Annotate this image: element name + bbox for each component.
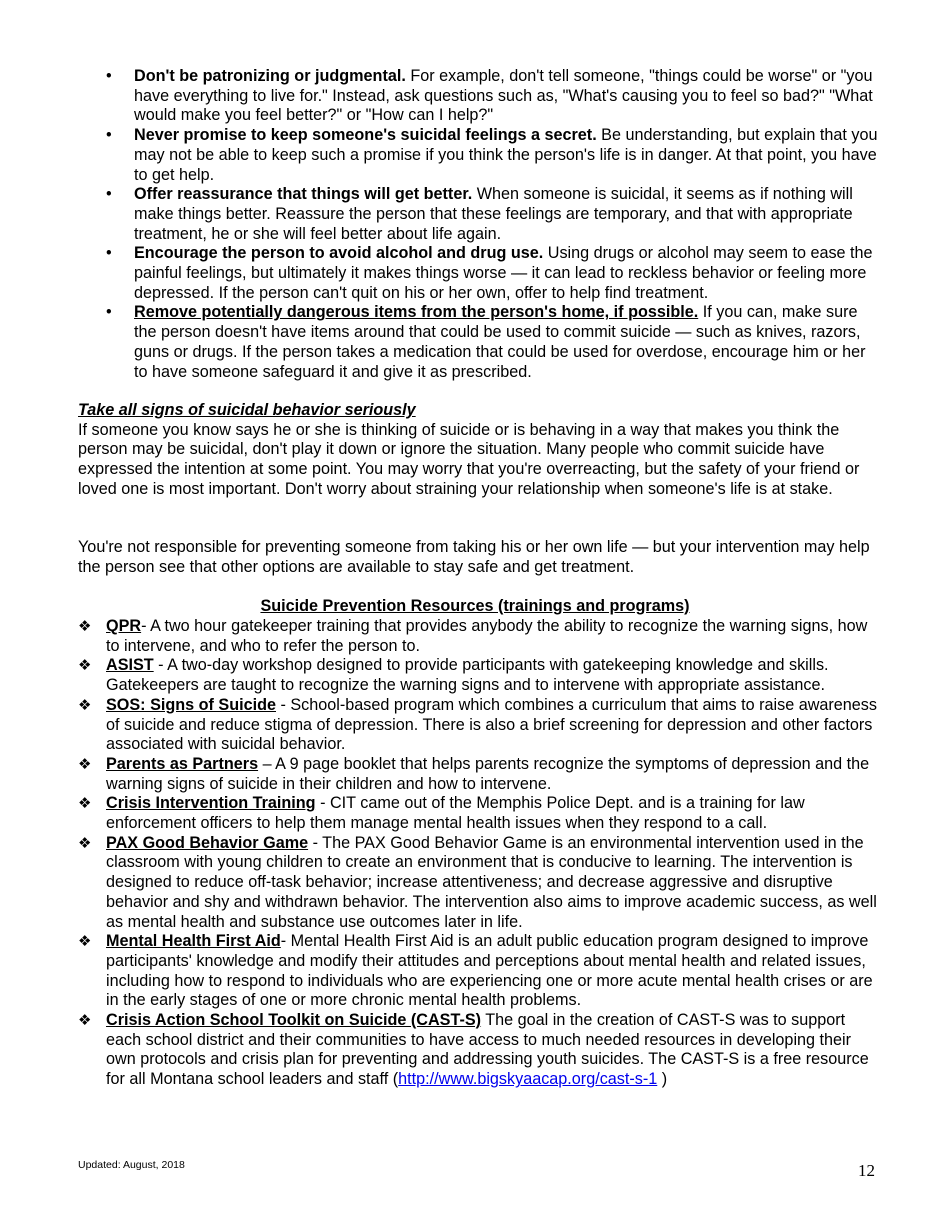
updated-date: Updated: August, 2018 [78, 1159, 185, 1171]
bullet-icon: • [106, 126, 112, 145]
diamond-bullet-icon: ❖ [78, 795, 92, 813]
list-item [78, 617, 878, 656]
bullet-icon: • [106, 303, 112, 322]
page-number: 12 [858, 1161, 875, 1180]
bullet-icon: • [106, 67, 112, 85]
list-item [78, 834, 878, 933]
resource-name: Crisis Intervention Training [106, 794, 316, 813]
diamond-bullet-icon: ❖ [78, 618, 92, 635]
resource-text-end: ) [657, 1070, 668, 1089]
resource-text: - School-based program which combines a curriculum that aims to raise awareness of suicide and reduce stigma of depression. There is also a brief screening for depression and other factors associated with suicidal behavior. [106, 695, 877, 754]
list-item [78, 1011, 878, 1090]
tip-text: If you can, make sure the person doesn't have items around that could be used to commit suicide — such as knives, razors, guns or drugs. If the person takes a medication that could be used for overdose, encourage him or her to have someone safeguard it and give it as prescribed. [134, 303, 866, 381]
resources-list [78, 617, 878, 1090]
tip-text: Be understanding, but explain that you may not be able to keep such a promise if you think the person's life is in danger. At that point, you have to get help. [134, 126, 878, 184]
diamond-bullet-icon: ❖ [78, 1012, 92, 1030]
responsibility-paragraph: You're not responsible for preventing someone from taking his or her own life — but your intervention may help the person see that other options are available to stay safe and get treatment. [78, 538, 870, 576]
paragraph: If someone you know says he or she is thinking of suicide or is behaving in a way that makes you think the person may be suicidal, don't play it down or ignore the situation. Many people who commit suicide have expressed the intention at some point. You may worry that you're overreacting, but the safety of your friend or loved one is most important. Don't worry about straining your relationship when someone's life is at stake. [78, 420, 860, 498]
tip-heading: Don't be patronizing or judgmental. [134, 67, 406, 85]
list-item [78, 656, 878, 695]
list-item [78, 303, 878, 382]
diamond-bullet-icon: ❖ [78, 657, 92, 675]
resources-heading: Suicide Prevention Resources (trainings and programs) [260, 597, 690, 615]
resource-text: - A two hour gatekeeper training that provides anybody the ability to recognize the warning signs, how to intervene, and who to refer the person to. [106, 617, 868, 655]
tip-text: For example, don't tell someone, "things could be worse" or "you have everything to live for." Instead, ask questions such as, "What's causing you to feel so bad?" "What would make you feel better?" or "How can I help?" [134, 67, 873, 125]
diamond-bullet-icon: ❖ [78, 696, 92, 714]
resource-name: ASIST [106, 656, 154, 675]
list-item [78, 794, 878, 833]
bullet-icon: • [106, 244, 112, 263]
resource-name: PAX Good Behavior Game [106, 833, 309, 852]
list-item [78, 932, 878, 1011]
list-item [78, 185, 878, 244]
tip-text: When someone is suicidal, it seems as if nothing will make things better. Reassure the person that these feelings are temporary, and that with appropriate treatment, he or she will feel better about life again. [134, 185, 853, 243]
cast-s-link[interactable]: http://www.bigskyaacap.org/cast-s-1 [398, 1070, 658, 1089]
resource-text: – A 9 page booklet that helps parents recognize the symptoms of depression and the warning signs of suicide in their children and how to intervene. [106, 754, 870, 793]
resource-text: The goal in the creation of CAST-S was to support each school district and their communities to have access to much needed resources in developing their own protocols and crisis plan for preventing and addressing youth suicides. The CAST-S is a free resource for all Montana school leaders and staff ( [106, 1011, 869, 1089]
tip-text: Using drugs or alcohol may seem to ease the painful feelings, but ultimately it makes things worse — it can lead to reckless behavior or feeling more depressed. If the person can't quit on his or her own, offer to help find treatment. [134, 244, 873, 302]
diamond-bullet-icon: ❖ [78, 834, 92, 852]
resource-name: Parents as Partners [106, 754, 259, 773]
resource-name: QPR [106, 617, 142, 635]
list-item [78, 755, 878, 794]
tip-heading: Never promise to keep someone's suicidal feelings a secret. [134, 126, 597, 145]
section-title: Take all signs of suicidal behavior seriously [78, 401, 416, 419]
diamond-bullet-icon: ❖ [78, 755, 92, 773]
tip-heading: Remove potentially dangerous items from the person's home, if possible. [134, 303, 699, 322]
diamond-bullet-icon: ❖ [78, 933, 92, 951]
list-item [78, 67, 878, 126]
resource-text: - CIT came out of the Memphis Police Dept. and is a training for law enforcement officers to help them manage mental health issues when they respond to a call. [106, 794, 805, 833]
bullet-icon: • [106, 185, 112, 204]
resource-text: - Mental Health First Aid is an adult public education program designed to improve participants' knowledge and modify their attitudes and perceptions about mental health and related issues, including how to respond to individuals who are experiencing one or more acute mental health crises or are in the early stages of one or more chronic mental health problems. [106, 932, 873, 1010]
tips-list [78, 67, 878, 382]
serious-section [78, 401, 878, 500]
resource-name: Mental Health First Aid [106, 932, 281, 951]
resource-name: Crisis Action School Toolkit on Suicide (CAST-S) [106, 1011, 482, 1030]
resource-text: - The PAX Good Behavior Game is an environmental intervention used in the classroom with young children to create an environment that is conducive to learning. The intervention is designed to reduce off-task behavior; increase attentiveness; and decrease aggressive and disruptive behavior and shy and withdrawn behavior. The intervention also aims to improve academic success, as well as mental health and substance use outcomes later in life. [106, 833, 877, 931]
list-item [78, 696, 878, 755]
tip-heading: Offer reassurance that things will get better. [134, 185, 473, 204]
list-item [78, 244, 878, 303]
resource-name: SOS: Signs of Suicide [106, 695, 276, 714]
resource-text: - A two-day workshop designed to provide participants with gatekeeping knowledge and skills. Gatekeepers are taught to recognize the warning signs and to intervene with appropriate assistance. [106, 656, 829, 695]
list-item [78, 126, 878, 185]
tip-heading: Encourage the person to avoid alcohol and drug use. [134, 244, 544, 263]
